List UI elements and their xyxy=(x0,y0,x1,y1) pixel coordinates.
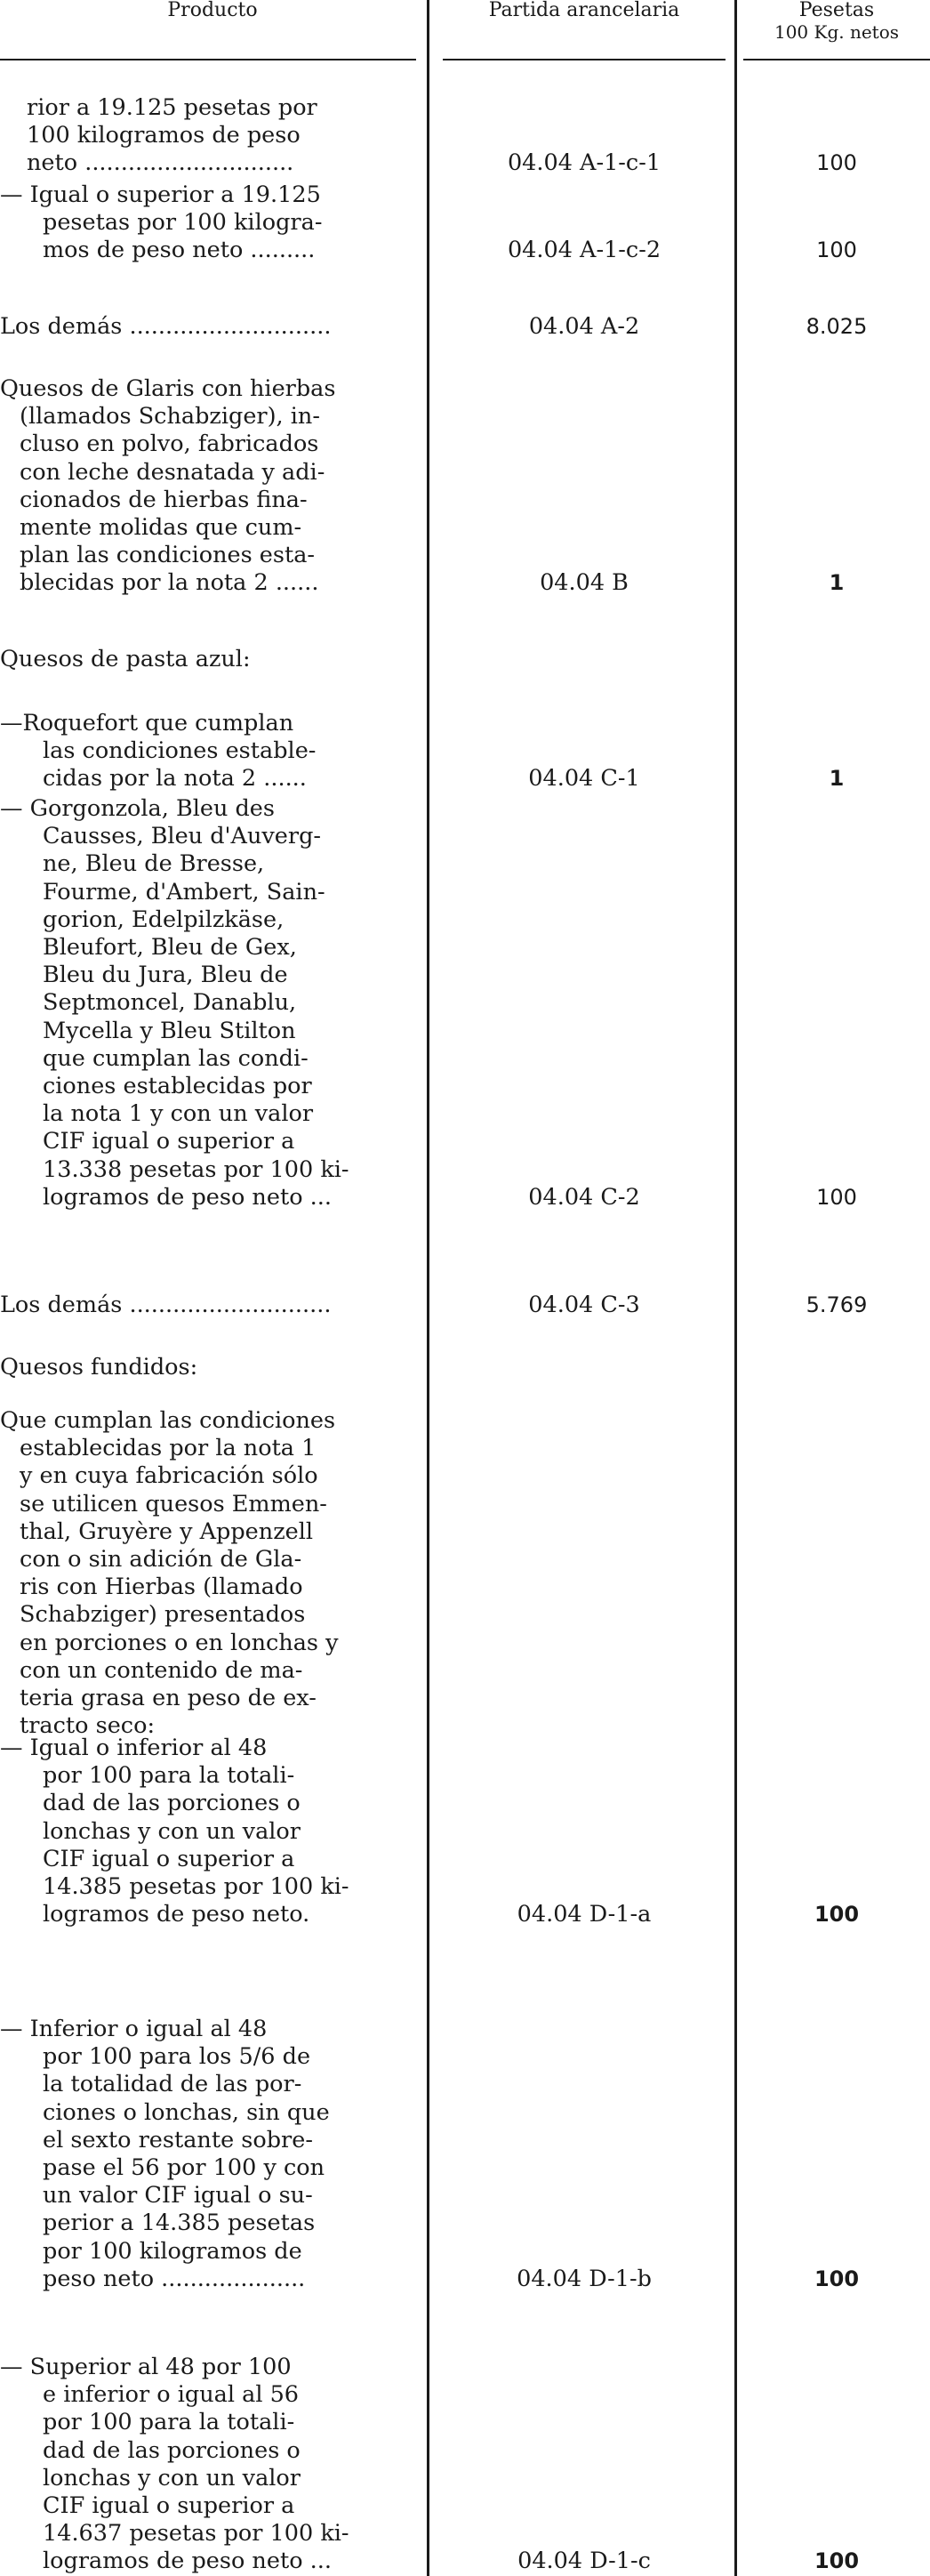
duty-value: 8.025 xyxy=(806,314,868,339)
product-line: 14.637 pesetas por 100 ki- xyxy=(43,2520,349,2548)
product-line: con leche desnatada y adi- xyxy=(20,458,325,486)
product-line: 13.338 pesetas por 100 ki- xyxy=(43,1155,349,1183)
product-line: ne, Bleu de Bresse, xyxy=(43,850,265,878)
product-description xyxy=(0,1354,416,1381)
product-line: Quesos fundidos: xyxy=(0,1354,198,1381)
header-product-label: Producto xyxy=(167,0,258,21)
product-line: Bleufort, Bleu de Gex, xyxy=(43,934,297,962)
product-line: establecidas por la nota 1 xyxy=(20,1435,317,1462)
product-line: CIF igual o superior a xyxy=(43,2492,295,2520)
header-pesetas-line1: Pesetas xyxy=(798,0,875,21)
product-line: — Igual o inferior al 48 xyxy=(0,1735,268,1761)
product-line: Que cumplan las condiciones xyxy=(0,1407,336,1434)
product-line: Fourme, d'Ambert, Sain- xyxy=(43,878,325,906)
product-line: pase el 56 por 100 y con xyxy=(43,2154,325,2182)
product-line: la nota 1 y con un valor xyxy=(43,1100,314,1128)
product-description xyxy=(0,710,416,793)
product-line: por 100 para la totali- xyxy=(43,2409,295,2436)
product-line: lonchas y con un valor xyxy=(43,2464,301,2491)
tariff-code: 04.04 D-1-a xyxy=(517,1901,652,1928)
product-line: la totalidad de las por- xyxy=(43,2071,302,2098)
duty-value: 100 xyxy=(816,1184,857,1210)
product-line: el sexto restante sobre- xyxy=(43,2126,313,2153)
product-line: mos de peso neto ......... xyxy=(43,237,316,264)
tariff-code: 04.04 C-3 xyxy=(528,1292,640,1318)
product-line: Septmoncel, Danablu, xyxy=(43,989,297,1017)
product-line: CIF igual o superior a xyxy=(43,1128,295,1155)
product-line: con un contenido de ma- xyxy=(20,1656,303,1684)
product-line: Quesos de pasta azul: xyxy=(0,646,251,672)
product-line: 14.385 pesetas por 100 ki- xyxy=(43,1873,349,1901)
product-line: Causses, Bleu d'Auverg- xyxy=(43,823,322,850)
product-line: dad de las porciones o xyxy=(43,2436,301,2464)
product-line: —Roquefort que cumplan xyxy=(0,710,294,737)
product-line: que cumplan las condi- xyxy=(43,1044,309,1072)
duty-value: 1 xyxy=(829,570,845,596)
product-description xyxy=(0,795,416,1212)
header-pesetas-line2: 100 Kg. netos xyxy=(774,21,900,43)
header-partida-label: Partida arancelaria xyxy=(488,0,680,21)
product-line: 100 kilogramos de peso xyxy=(27,122,301,149)
product-line: lonchas y con un valor xyxy=(43,1817,301,1845)
duty-value: 1 xyxy=(829,766,845,792)
product-line: thal, Gruyère y Appenzell xyxy=(20,1517,314,1545)
product-line: Mycella y Bleu Stilton xyxy=(43,1017,296,1044)
product-line: pesetas por 100 kilogra- xyxy=(43,209,323,237)
duty-value: 100 xyxy=(814,2266,860,2291)
product-line: tracto seco: xyxy=(20,1712,156,1740)
product-line: Los demás ............................ xyxy=(0,313,332,340)
product-description xyxy=(0,646,416,673)
product-line: cionados de hierbas fina- xyxy=(20,486,308,513)
product-line: dad de las porciones o xyxy=(43,1790,301,1817)
product-description xyxy=(0,313,416,341)
product-description xyxy=(0,1292,416,1319)
product-line: CIF igual o superior a xyxy=(43,1845,295,1872)
product-line: un valor CIF igual o su- xyxy=(43,2182,313,2210)
product-line: plan las condiciones esta- xyxy=(20,542,316,569)
duty-value: 100 xyxy=(816,150,857,176)
product-line: — Gorgonzola, Bleu des xyxy=(0,795,275,822)
product-line: logramos de peso neto ... xyxy=(43,1183,332,1211)
product-description xyxy=(0,2354,416,2576)
product-line: con o sin adición de Gla- xyxy=(20,1546,302,1574)
product-description xyxy=(0,375,416,598)
product-line: rior a 19.125 pesetas por xyxy=(27,94,317,121)
tariff-code: 04.04 A-1-c-2 xyxy=(507,237,661,264)
product-line: peso neto .................... xyxy=(43,2265,306,2292)
product-line: y en cuya fabricación sólo xyxy=(20,1462,318,1490)
product-line: (llamados Schabziger), in- xyxy=(20,403,320,431)
product-description xyxy=(0,181,416,265)
product-description xyxy=(0,1407,416,1740)
product-line: se utilicen quesos Emmen- xyxy=(20,1490,327,1517)
product-line: por 100 kilogramos de xyxy=(43,2237,302,2265)
product-line: — Superior al 48 por 100 xyxy=(0,2354,292,2380)
tariff-code: 04.04 A-2 xyxy=(528,313,640,340)
product-line: Quesos de Glaris con hierbas xyxy=(0,375,336,402)
tariff-code: 04.04 D-1-b xyxy=(517,2265,652,2292)
product-line: gorion, Edelpilzkäse, xyxy=(43,906,285,933)
product-description xyxy=(0,2016,416,2293)
product-line: — Inferior o igual al 48 xyxy=(0,2016,268,2042)
tariff-code: 04.04 A-1-c-1 xyxy=(507,149,661,177)
duty-value: 5.769 xyxy=(806,1292,868,1317)
product-description xyxy=(0,1735,416,1928)
tariff-code: 04.04 C-2 xyxy=(528,1183,640,1211)
tariff-code: 04.04 D-1-c xyxy=(517,2548,651,2575)
product-line: ciones o lonchas, sin que xyxy=(43,2098,330,2126)
product-line: logramos de peso neto ... xyxy=(43,2548,332,2575)
product-line: teria grasa en peso de ex- xyxy=(20,1685,317,1712)
tariff-code: 04.04 B xyxy=(540,569,629,597)
product-line: mente molidas que cum- xyxy=(20,514,302,542)
product-line: cidas por la nota 2 ...... xyxy=(43,765,307,793)
product-line: e inferior o igual al 56 xyxy=(43,2381,300,2409)
product-line: blecidas por la nota 2 ...... xyxy=(20,569,319,597)
product-line: las condiciones estable- xyxy=(43,737,317,765)
tariff-code: 04.04 C-1 xyxy=(528,765,640,793)
product-line: ciones establecidas por xyxy=(43,1073,312,1100)
duty-value: 100 xyxy=(814,2548,860,2574)
product-line: Bleu du Jura, Bleu de xyxy=(43,962,288,989)
product-line: logramos de peso neto. xyxy=(43,1901,310,1928)
duty-value: 100 xyxy=(816,237,857,263)
product-line: ris con Hierbas (llamado xyxy=(20,1574,303,1601)
product-line: neto ............................. xyxy=(27,149,294,177)
product-line: perior a 14.385 pesetas xyxy=(43,2210,316,2237)
duty-value: 100 xyxy=(814,1902,860,1928)
product-line: Los demás ............................ xyxy=(0,1292,332,1318)
product-line: en porciones o en lonchas y xyxy=(20,1629,339,1656)
product-line: por 100 para los 5/6 de xyxy=(43,2043,311,2071)
product-line: — Igual o superior a 19.125 xyxy=(0,181,321,208)
product-line: por 100 para la totali- xyxy=(43,1762,295,1790)
product-line: cluso en polvo, fabricados xyxy=(20,431,319,458)
product-description xyxy=(0,94,416,178)
product-line: Schabziger) presentados xyxy=(20,1601,306,1629)
